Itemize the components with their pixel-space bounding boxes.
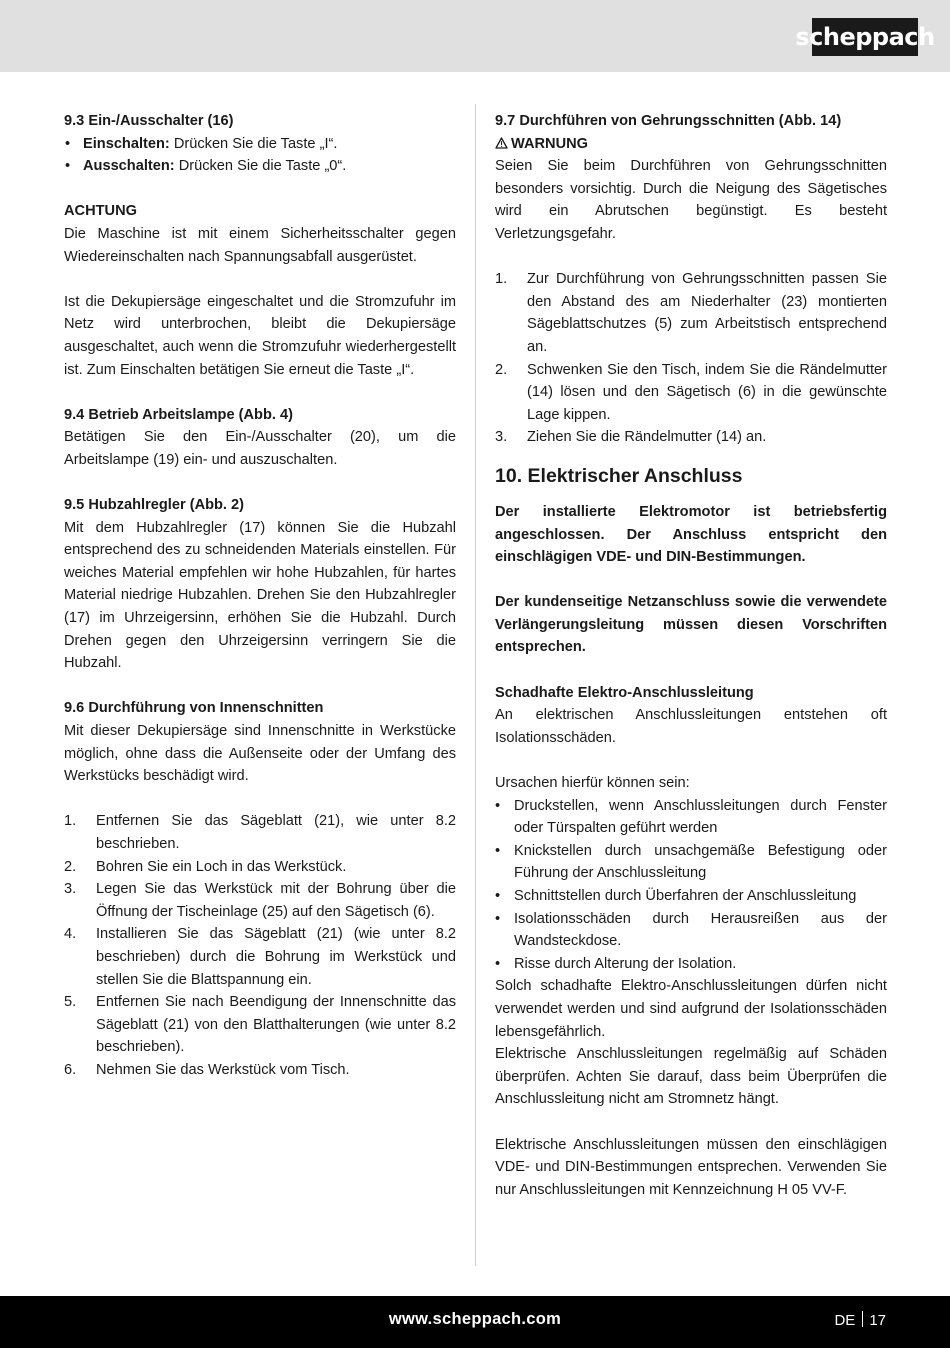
section-9-4-title: 9.4 Betrieb Arbeitslampe (Abb. 4) bbox=[64, 406, 293, 423]
step-text: Legen Sie das Werkstück mit der Bohrung über die Öffnung der Tischeinlage (25) auf den Sägetisch (6). bbox=[96, 881, 456, 920]
column-divider bbox=[475, 104, 476, 1266]
inner-cut-steps bbox=[64, 810, 456, 1081]
achtung-text-2: Ist die Dekupiersäge eingeschaltet und die Stromzufuhr im Netz wird unterbrochen, bleibt die Dekupiersäge ausgeschaltet, auch wenn die Stromzufuhr wiederhergestellt ist. Zum Einschalten betätigen Sie erneut die Taste „I“. bbox=[64, 293, 456, 378]
item-text: Drücken Sie die Taste „0“. bbox=[174, 158, 347, 175]
switch-list bbox=[64, 133, 456, 178]
step-item bbox=[64, 923, 456, 991]
list-item: • Knickstellen durch unsachgemäße Befestigung oder Führung der Anschlussleitung bbox=[495, 840, 887, 885]
list-item: • Isolationsschäden durch Herausreißen aus der Wandsteckdose. bbox=[495, 908, 887, 953]
causes-list bbox=[495, 795, 887, 976]
section-9-6-title: 9.6 Durchführung von Innenschnitten bbox=[64, 700, 324, 717]
step-text: Ziehen Sie die Rändelmutter (14) an. bbox=[527, 429, 767, 446]
step-number: 1. bbox=[495, 271, 508, 288]
page-header bbox=[0, 0, 950, 72]
section-9-5-title: 9.5 Hubzahlregler (Abb. 2) bbox=[64, 497, 245, 514]
step-number: 2. bbox=[64, 858, 77, 875]
page-indicator bbox=[834, 1311, 886, 1329]
step-number: 1. bbox=[64, 813, 77, 830]
left-column bbox=[64, 110, 456, 1082]
section-9-7-title: 9.7 Durchführen von Gehrungsschnitten (Abb. 14) bbox=[495, 113, 842, 129]
step-text: Zur Durchführung von Gehrungsschnitten passen Sie den Abstand des am Niederhalter (23) montierten Sägeblattschutzes (5) zum Arbeitstisch entsprechend an. bbox=[527, 271, 887, 355]
step-text: Bohren Sie ein Loch in das Werkstück. bbox=[96, 858, 347, 875]
step-number: 3. bbox=[495, 429, 508, 446]
step-item bbox=[64, 878, 456, 923]
website-link[interactable]: www.scheppach.com bbox=[388, 1310, 562, 1328]
item-label: Ausschalten: bbox=[83, 158, 175, 175]
after-text-1: Solch schadhafte Elektro-Anschlussleitungen dürfen nicht verwendet werden und sind aufgrund der Isolationsschäden lebensgefährlich. bbox=[495, 978, 887, 1040]
section-9-5-text: Mit dem Hubzahlregler (17) können Sie die Hubzahl entsprechend des zu schneidenden Materials einstellen. Für weiches Material empfehlen wir hohe Hubzahlen, für hartes Material niedrige Hubzahlen. Drehen Sie den Hubzahlregler (17) im Uhrzeigersinn, erhöhen Sie die Hubzahl. Durch Drehen gegen den Uhrzeigersinn verringern Sie die Hubzahl. bbox=[64, 519, 456, 672]
step-text: Installieren Sie das Sägeblatt (21) (wie unter 8.2 beschrieben) durch die Bohrung im Werkstück und stellen Sie die Blattspannung ein. bbox=[96, 926, 456, 988]
step-number: 2. bbox=[495, 361, 508, 378]
after-text-2: Elektrische Anschlussleitungen regelmäßig auf Schäden überprüfen. Achten Sie darauf, dass beim Überprüfen die Anschlussleitung nicht am Stromnetz hängt. bbox=[495, 1046, 887, 1108]
damaged-cable-text: An elektrischen Anschlussleitungen entstehen oft Isolationsschäden. bbox=[495, 707, 887, 746]
step-text: Nehmen Sie das Werkstück vom Tisch. bbox=[96, 1061, 350, 1078]
section-9-3-title: 9.3 Ein-/Ausschalter (16) bbox=[64, 113, 234, 129]
page-footer bbox=[0, 1296, 950, 1348]
warning-text: Seien Sie beim Durchführen von Gehrungsschnitten besonders vorsichtig. Durch die Neigung des Sägetisches wird ein Abrutschen begünstigt. Es besteht Verletzungsgefahr. bbox=[495, 158, 887, 242]
step-number: 5. bbox=[64, 994, 77, 1011]
list-item bbox=[64, 155, 456, 178]
section-10-bold-2: Der kundenseitige Netzanschluss sowie die verwendete Verlängerungsleitung müssen diesen Vorschriften entsprechen. bbox=[495, 594, 887, 656]
section-10-title: 10. Elektrischer Anschluss bbox=[495, 464, 743, 487]
right-column bbox=[495, 110, 887, 1201]
step-item bbox=[495, 426, 887, 449]
page-number: 17 bbox=[869, 1312, 886, 1329]
item-text: Drücken Sie die Taste „I“. bbox=[169, 135, 338, 152]
language-code: DE bbox=[834, 1312, 856, 1329]
step-text: Entfernen Sie das Sägeblatt (21), wie unter 8.2 beschrieben. bbox=[96, 813, 456, 852]
achtung-heading: ACHTUNG bbox=[64, 203, 137, 220]
after-text-3: Elektrische Anschlussleitungen müssen den einschlägigen VDE- und DIN-Bestimmungen entsprechen. Verwenden Sie nur Anschlussleitungen mit Kennzeichnung H 05 VV-F. bbox=[495, 1136, 887, 1198]
step-number: 4. bbox=[64, 926, 77, 943]
step-item bbox=[495, 359, 887, 427]
step-item bbox=[64, 1059, 456, 1082]
list-item: • Druckstellen, wenn Anschlussleitungen durch Fenster oder Türspalten geführt werden bbox=[495, 795, 887, 840]
separator bbox=[862, 1311, 863, 1327]
step-number: 3. bbox=[64, 881, 77, 898]
list-item: • Schnittstellen durch Überfahren der Anschlussleitung bbox=[495, 885, 887, 908]
step-text: Entfernen Sie nach Beendigung der Innenschnitte das Sägeblatt (21) von den Blatthalterungen (wie unter 8.2 beschrieben). bbox=[96, 994, 456, 1056]
step-number: 6. bbox=[64, 1061, 77, 1078]
item-label: Einschalten: bbox=[83, 135, 170, 152]
section-10-bold-1: Der installierte Elektromotor ist betriebsfertig angeschlossen. Der Anschluss entspricht den einschlägigen VDE- und DIN-Bestimmungen. bbox=[495, 503, 887, 566]
warning-label: WARNUNG bbox=[511, 135, 589, 152]
list-item: • Risse durch Alterung der Isolation. bbox=[495, 953, 887, 976]
warning-icon bbox=[495, 133, 511, 156]
step-item bbox=[64, 810, 456, 855]
damaged-cable-title: Schadhafte Elektro-Anschlussleitung bbox=[495, 684, 754, 701]
warning-heading bbox=[495, 133, 887, 156]
section-9-6-text: Mit dieser Dekupiersäge sind Innenschnitte in Werkstücke möglich, ohne dass die Außenseite oder der Umfang des Werkstücks beschädigt wird. bbox=[64, 723, 456, 785]
miter-steps bbox=[495, 268, 887, 449]
step-item bbox=[64, 991, 456, 1059]
causes-intro: Ursachen hierfür können sein: bbox=[495, 775, 690, 792]
achtung-text: Die Maschine ist mit einem Sicherheitsschalter gegen Wiedereinschalten nach Spannungsabfall ausgerüstet. bbox=[64, 225, 456, 265]
step-item bbox=[64, 856, 456, 879]
list-item bbox=[64, 133, 456, 156]
step-text: Schwenken Sie den Tisch, indem Sie die Rändelmutter (14) lösen und den Sägetisch (6) in die gewünschte Lage kippen. bbox=[527, 361, 887, 423]
section-9-4-text: Betätigen Sie den Ein-/Ausschalter (20), um die Arbeitslampe (19) ein- und auszuschalten. bbox=[64, 429, 456, 468]
step-item bbox=[495, 268, 887, 358]
brand-logo: scheppach bbox=[812, 18, 918, 56]
